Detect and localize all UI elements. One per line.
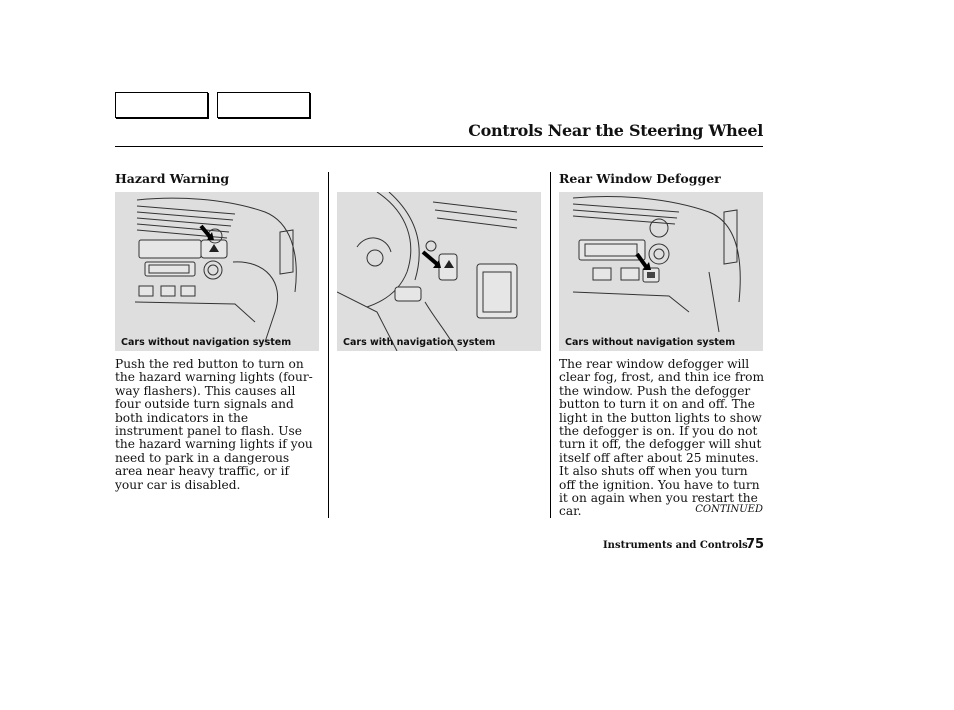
dashboard-illustration-icon <box>115 192 319 351</box>
footer-section-label: Instruments and Controls <box>603 540 748 551</box>
continued-label: CONTINUED <box>695 504 763 515</box>
defogger-body: The rear window defogger will clear fog, frost, and thin ice from the window. Push the defogger button to turn it on and off. The light in the button lights to show the defogger is on. If you do not turn it off, the defogger will shut itself off after about 25 minutes. It also shuts off when you turn off the ignition. You have to turn it on again when you restart the car. <box>559 357 765 519</box>
defogger-illustration-icon <box>559 192 763 351</box>
navigation-figure <box>337 192 541 351</box>
navigation-figure-caption: Cars with navigation system <box>343 337 496 348</box>
page-title: Controls Near the Steering Wheel <box>468 121 763 140</box>
column-divider-2 <box>550 172 551 518</box>
page-number: 75 <box>746 537 765 552</box>
hazard-warning-figure <box>115 192 319 351</box>
defogger-figure-caption: Cars without navigation system <box>565 337 736 348</box>
nav-tab-2[interactable] <box>217 92 310 118</box>
nav-tab-1[interactable] <box>115 92 208 118</box>
hazard-warning-heading: Hazard Warning <box>115 171 230 186</box>
column-divider-1 <box>328 172 329 518</box>
hazard-warning-body: Push the red button to turn on the hazard warning lights (four-way flashers). This causes all four outside turn signals and both indicators in the instrument panel to flash. Use the hazard warning lights if you need to park in a dangerous area near heavy traffic, or if your car is disabled. <box>115 357 313 492</box>
hazard-figure-caption: Cars without navigation system <box>121 337 292 348</box>
defogger-figure <box>559 192 763 351</box>
rear-window-defogger-heading: Rear Window Defogger <box>559 171 721 186</box>
title-rule <box>115 146 763 147</box>
steering-area-illustration-icon <box>337 192 541 351</box>
